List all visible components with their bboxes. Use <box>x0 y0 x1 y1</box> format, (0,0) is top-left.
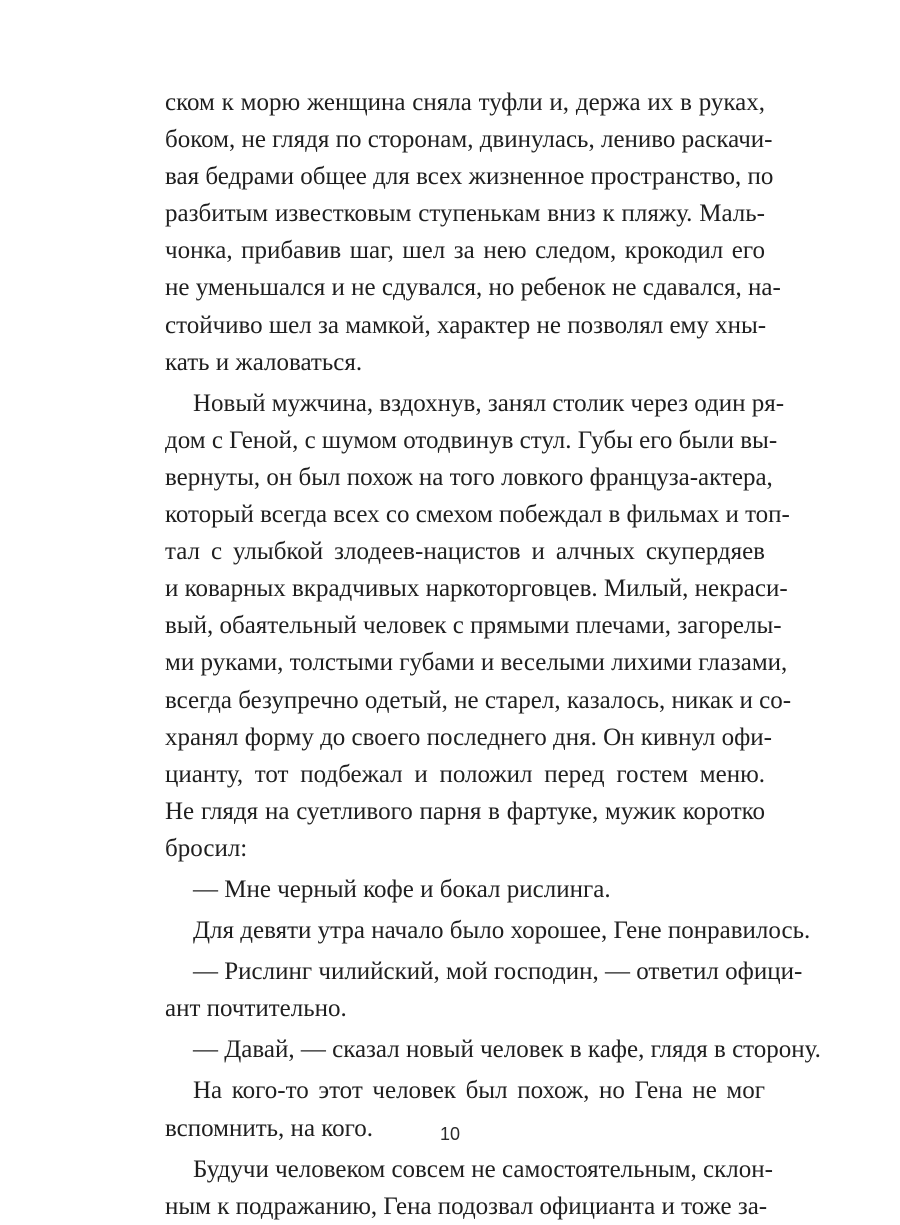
text-line: — Мне черный кофе и бокал рислинга. <box>193 875 611 903</box>
text-line: На кого-то этот человек был похож, но Гена не мог <box>193 1077 765 1105</box>
text-line: боком, не глядя по сторонам, двинулась, лениво раскачи- <box>165 126 773 154</box>
text-line: всегда безупречно одетый, не старел, казалось, никак и со- <box>165 686 792 714</box>
text-line: ми руками, толстыми губами и веселыми лихими глазами, <box>165 649 788 677</box>
paragraph <box>165 912 811 949</box>
text-line: Новый мужчина, вздохнув, занял столик через один ря- <box>193 389 785 417</box>
paragraph <box>165 385 792 867</box>
text-line: кать и жаловаться. <box>165 348 363 376</box>
text-line: не уменьшался и не сдувался, но ребенок не сдавался, на- <box>165 274 781 302</box>
text-line: который всегда всех со смехом побеждал в фильмах и топ- <box>165 501 790 529</box>
text-line: тал с улыбкой злодеев-нацистов и алчных скупердяев <box>165 538 765 566</box>
text-line: и коварных вкрадчивых наркоторговцев. Милый, некраси- <box>165 575 788 603</box>
body-text <box>165 84 821 1225</box>
text-line: ском к морю женщина сняла туфли и, держа их в руках, <box>165 89 765 116</box>
text-line: — Рислинг чилийский, мой господин, — ответил офици- <box>193 958 803 986</box>
dialogue-line <box>165 953 803 1027</box>
text-line: хранял форму до своего последнего дня. Он кивнул офи- <box>165 723 773 751</box>
dialogue-line <box>165 1031 821 1068</box>
text-line: дом с Геной, с шумом отодвинув стул. Губы его были вы- <box>165 426 778 454</box>
text-line: вый, обаятельный человек с прямыми плечами, загорелы- <box>165 612 782 640</box>
text-line: ным к подражанию, Гена подозвал официанта и тоже за- <box>165 1192 768 1220</box>
text-line: Для девяти утра начало было хорошее, Гене понравилось. <box>193 917 811 945</box>
text-line: Не глядя на суетливого парня в фартуке, мужик коротко <box>165 797 765 825</box>
text-line: вспомнить, на кого. <box>165 1114 374 1142</box>
text-line: чонка, прибавив шаг, шел за нею следом, крокодил его <box>165 237 765 265</box>
text-line: стойчиво шел за мамкой, характер не позволял ему хны- <box>165 311 767 339</box>
dialogue-line <box>165 871 765 908</box>
text-line: цианту, тот подбежал и положил перед гостем меню. <box>165 760 765 788</box>
text-line: разбитым известковым ступенькам вниз к пляжу. Маль- <box>165 200 765 228</box>
text-line: бросил: <box>165 834 248 862</box>
page-number: 10 <box>439 1124 461 1144</box>
text-line: вернуты, он был похож на того ловкого француза-актера, <box>165 463 773 491</box>
text-line: вая бедрами общее для всех жизненное пространство, по <box>165 163 774 191</box>
text-line: — Давай, — сказал новый человек в кафе, глядя в сторону. <box>193 1036 821 1064</box>
text-line: ант почтительно. <box>165 995 347 1023</box>
paragraph <box>165 84 781 381</box>
text-line: Будучи человеком совсем не самостоятельным, склон- <box>193 1155 773 1183</box>
paragraph <box>165 1151 773 1225</box>
